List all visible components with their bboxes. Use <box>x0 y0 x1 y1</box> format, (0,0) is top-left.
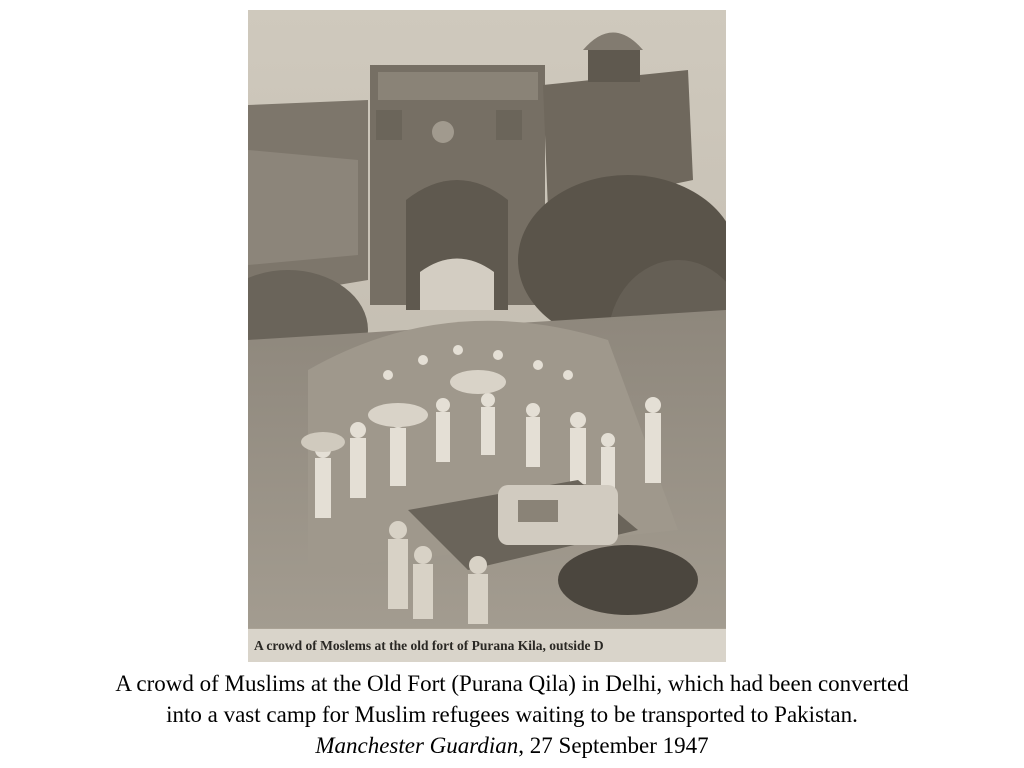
caption-source <box>0 730 1024 761</box>
fort-gate-crowd-image <box>248 10 726 662</box>
newspaper-photo <box>248 10 726 662</box>
caption-line-2: into a vast camp for Muslim refugees waiting to be transported to Pakistan. <box>166 702 858 727</box>
source-date: , 27 September 1947 <box>518 733 709 758</box>
caption-line-1: A crowd of Muslims at the Old Fort (Purana Qila) in Delhi, which had been converted <box>115 671 909 696</box>
source-publication: Manchester Guardian <box>315 733 519 758</box>
clipping-caption: A crowd of Moslems at the old fort of Purana Kila, outside D <box>248 628 726 662</box>
slide-caption <box>0 668 1024 761</box>
